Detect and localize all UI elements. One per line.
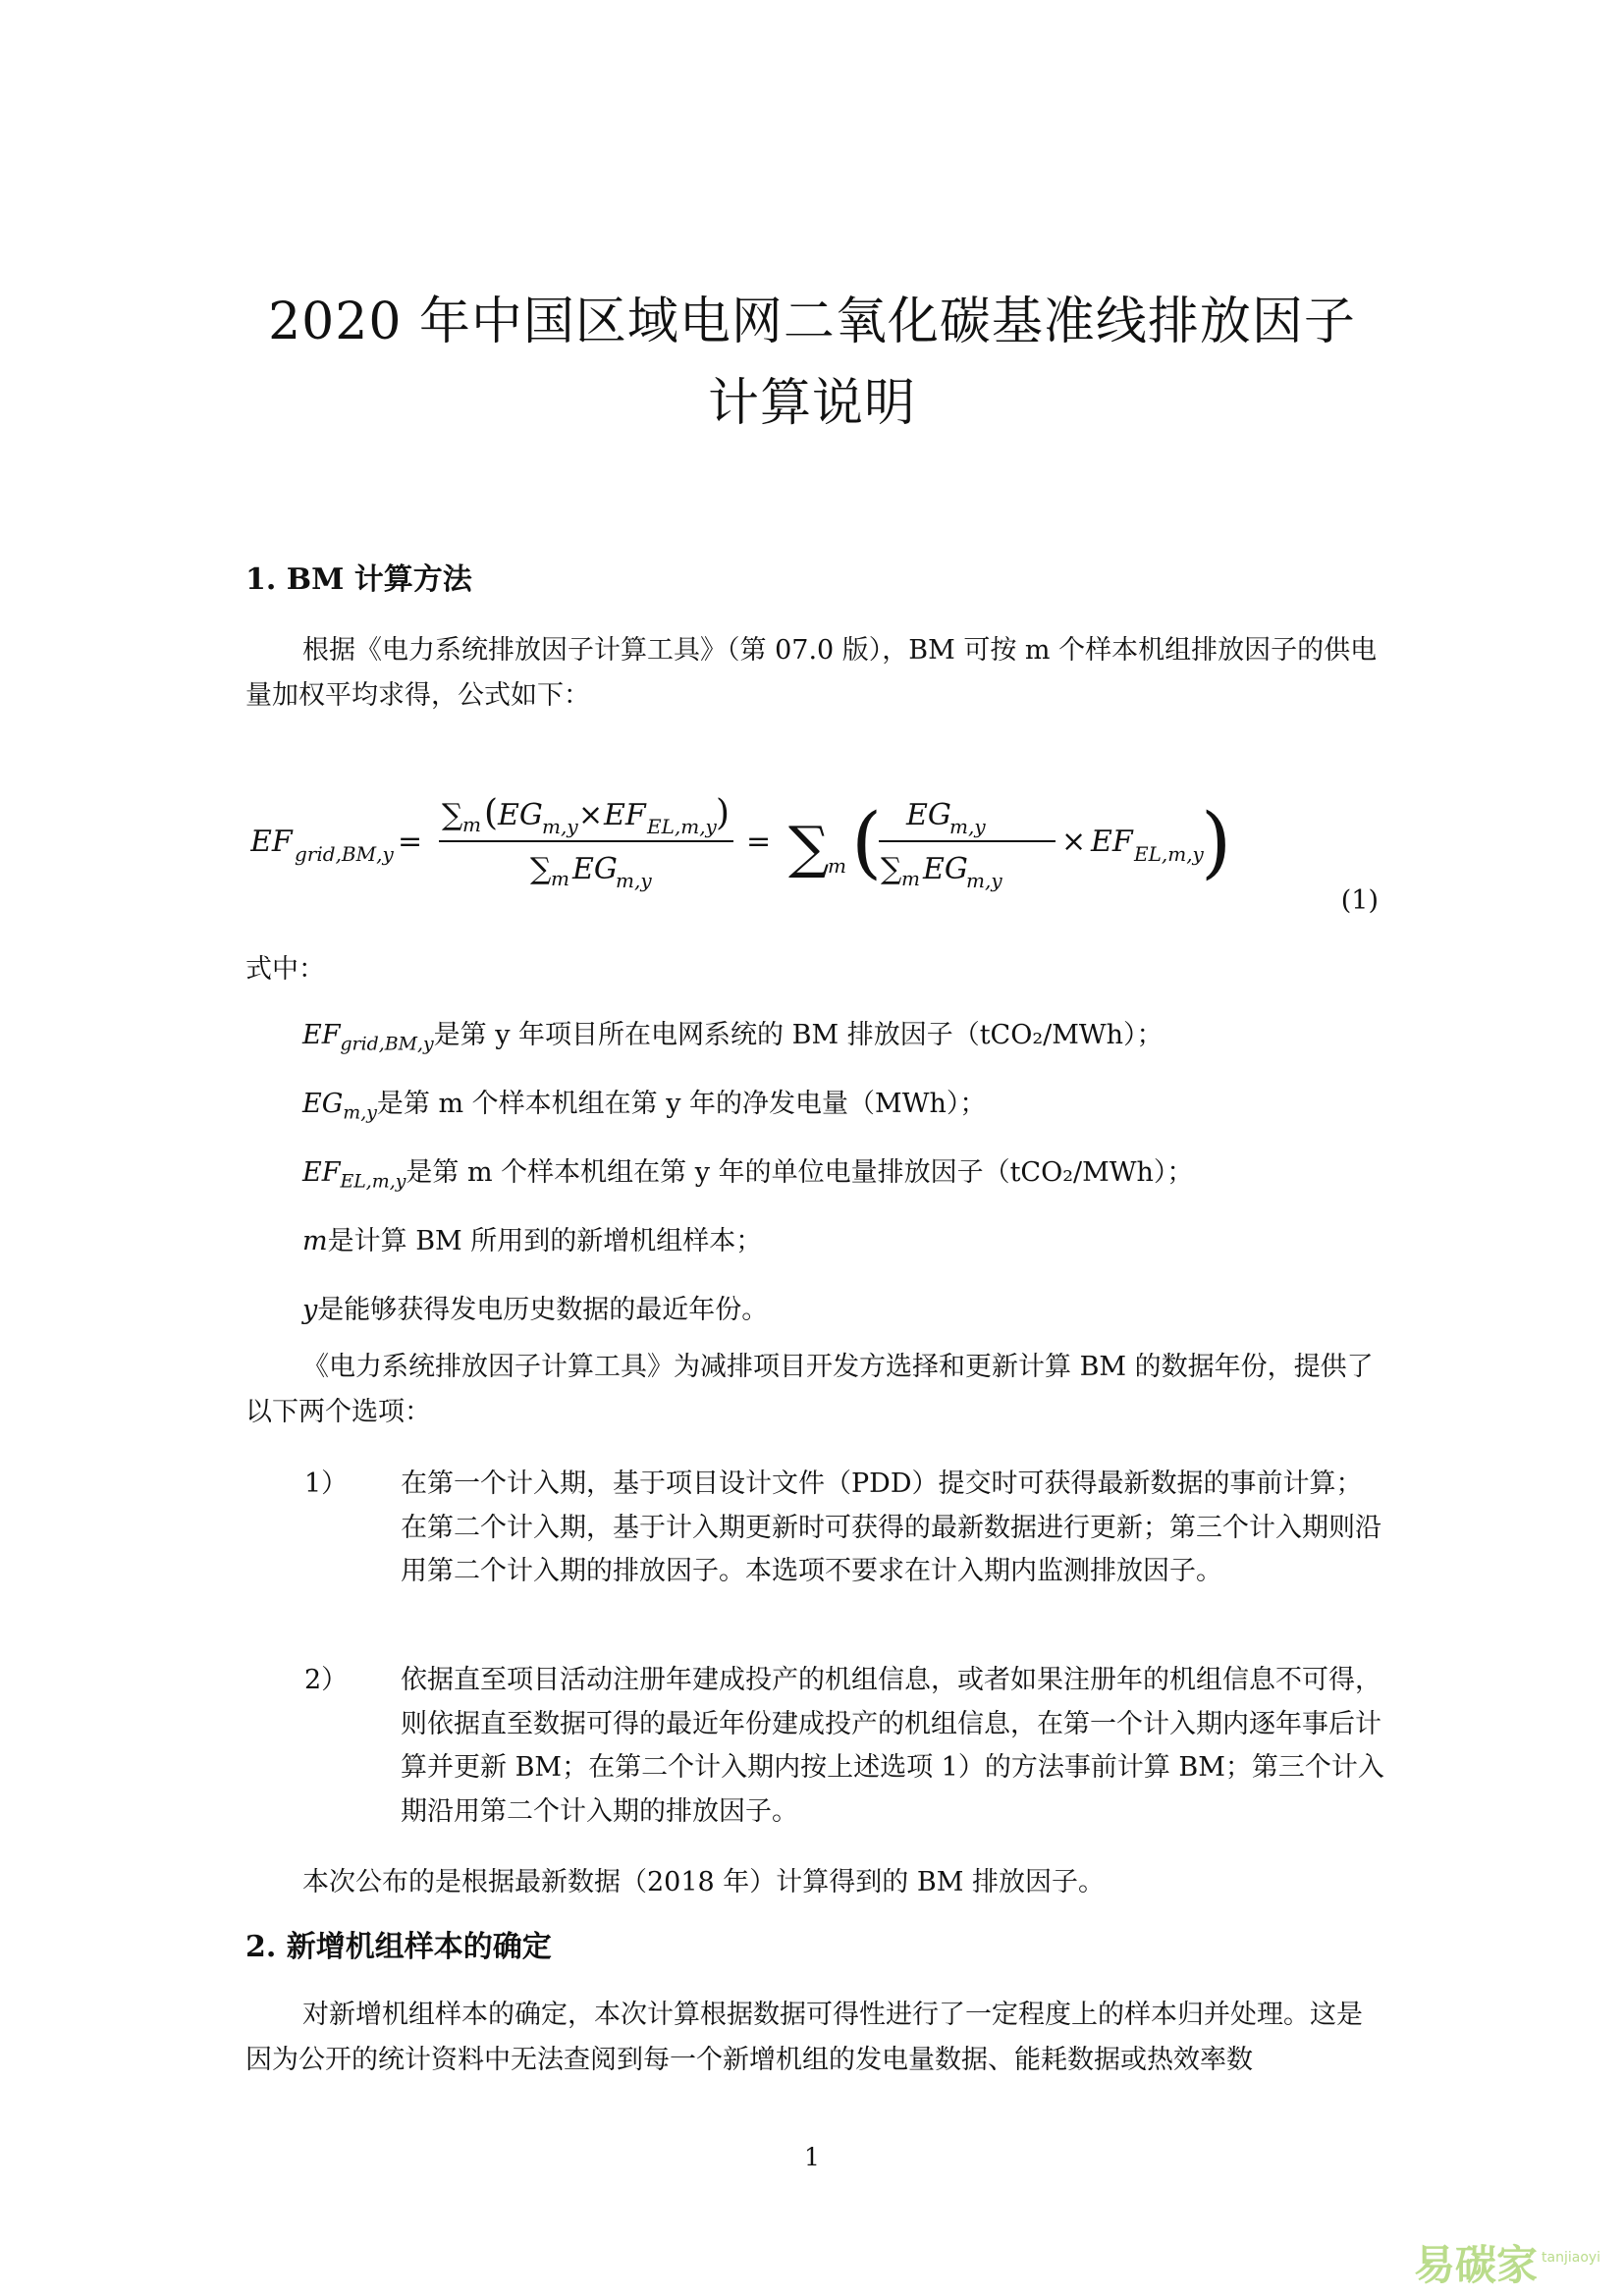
definition-ef-grid: $EF_{grid,BM,y}$是第 y 年项目所在电网系统的 BM 排放因子（tCO₂/MWh）；	[302, 1020, 1164, 1055]
option-1-number: 1）	[304, 1468, 349, 1499]
definition-m: m是计算 BM 所用到的新增机组样本；	[302, 1226, 763, 1256]
where-label: 式中：	[245, 954, 325, 985]
svg-text:m: m	[551, 867, 569, 890]
section1-heading: 1. BM 计算方法	[245, 562, 472, 597]
symbol-eg: $EG_{m,y}$	[302, 1089, 377, 1124]
symbol-ef-grid: $EF_{grid,BM,y}$	[302, 1020, 434, 1055]
svg-text:m,y: m,y	[542, 815, 578, 838]
svg-text:m: m	[901, 867, 920, 890]
option-2-number: 2）	[304, 1665, 349, 1695]
svg-text:×: ×	[578, 798, 604, 832]
bm-formula	[250, 780, 1232, 908]
svg-text:(: (	[484, 793, 499, 833]
page-number: 1	[804, 2143, 820, 2171]
svg-text:=: =	[746, 825, 772, 859]
watermark-logo	[1414, 2233, 1600, 2292]
svg-text:EG: EG	[498, 798, 543, 832]
svg-text:m,y: m,y	[966, 869, 1002, 892]
svg-text:∑: ∑	[881, 852, 902, 886]
definition-eg: $EG_{m,y}$是第 m 个样本机组在第 y 年的净发电量（MWh）；	[302, 1089, 987, 1124]
svg-text:EF: EF	[604, 798, 646, 832]
svg-text:∑: ∑	[530, 852, 552, 886]
svg-text:m: m	[462, 813, 481, 836]
option-1-text: 在第一个计入期，基于项目设计文件（PDD）提交时可获得最新数据的事前计算；在第二个计入期，基于计入期更新时可获得的最新数据进行更新；第三个计入期则沿用第二个计入期的排放因子。本选项不要求在计入期内监测排放因子。	[401, 1468, 1381, 1587]
section1-intro: 根据《电力系统排放因子计算工具》（第 07.0 版），BM 可按 m 个样本机组排放因子的供电量加权平均求得，公式如下：	[245, 635, 1378, 711]
svg-text:EG: EG	[572, 852, 618, 886]
document-title-line1: 2020 年中国区域电网二氧化碳基准线排放因子	[268, 293, 1356, 351]
option-2-text: 依据直至项目活动注册年建成投产的机组信息，或者如果注册年的机组信息不可得，则依据直至数据可得的最近年份建成投产的机组信息，在第一个计入期内逐年事后计算并更新 BM；在第二个计入期内按上述选项 1）的方法事前计算 BM；第三个计入期沿用第二个计入期的排放因子。	[401, 1665, 1384, 1827]
watermark-en: tanjiaoyi	[1542, 2250, 1601, 2266]
svg-text:m,y: m,y	[616, 869, 652, 892]
definition-ef-el: $EF_{EL,m,y}$是第 m 个样本机组在第 y 年的单位电量排放因子（tCO₂/MWh）；	[302, 1157, 1194, 1193]
svg-text:∑: ∑	[788, 814, 830, 881]
svg-text:EG: EG	[923, 852, 968, 886]
svg-text:∑: ∑	[442, 798, 463, 832]
symbol-y: y	[302, 1295, 318, 1325]
equation-number: (1)	[1340, 885, 1379, 916]
section2-paragraph: 对新增机组样本的确定，本次计算根据数据可得性进行了一定程度上的样本归并处理。这是因为公开的统计资料中无法查阅到每一个新增机组的发电量数据、能耗数据或热效率数	[245, 2000, 1363, 2075]
definition-y: y是能够获得发电历史数据的最近年份。	[302, 1295, 769, 1325]
section2-heading: 2. 新增机组样本的确定	[245, 1930, 552, 1964]
svg-text:EL,m,y: EL,m,y	[647, 815, 717, 838]
svg-text:EF: EF	[250, 825, 293, 859]
svg-text:m: m	[828, 854, 846, 878]
section1-closing: 本次公布的是根据最新数据（2018 年）计算得到的 BM 排放因子。	[302, 1867, 1105, 1897]
svg-text:EL,m,y: EL,m,y	[1134, 842, 1204, 866]
svg-text:×: ×	[1061, 825, 1087, 859]
options-intro: 《电力系统排放因子计算工具》为减排项目开发方选择和更新计算 BM 的数据年份，提供了以下两个选项：	[245, 1352, 1374, 1427]
svg-text:EF: EF	[1091, 825, 1133, 859]
svg-text:EG: EG	[906, 798, 951, 832]
svg-text:): )	[1201, 796, 1232, 887]
svg-text:grid,BM,y: grid,BM,y	[295, 842, 394, 866]
svg-text:=: =	[398, 825, 423, 859]
document-title-line2: 计算说明	[707, 374, 916, 433]
svg-text:(: (	[851, 796, 883, 887]
svg-text:): )	[716, 793, 731, 833]
symbol-ef-el: $EF_{EL,m,y}$	[302, 1157, 406, 1193]
svg-text:m,y: m,y	[949, 815, 986, 838]
watermark-cn: 易碳家	[1414, 2241, 1539, 2289]
symbol-m: m	[302, 1226, 328, 1256]
